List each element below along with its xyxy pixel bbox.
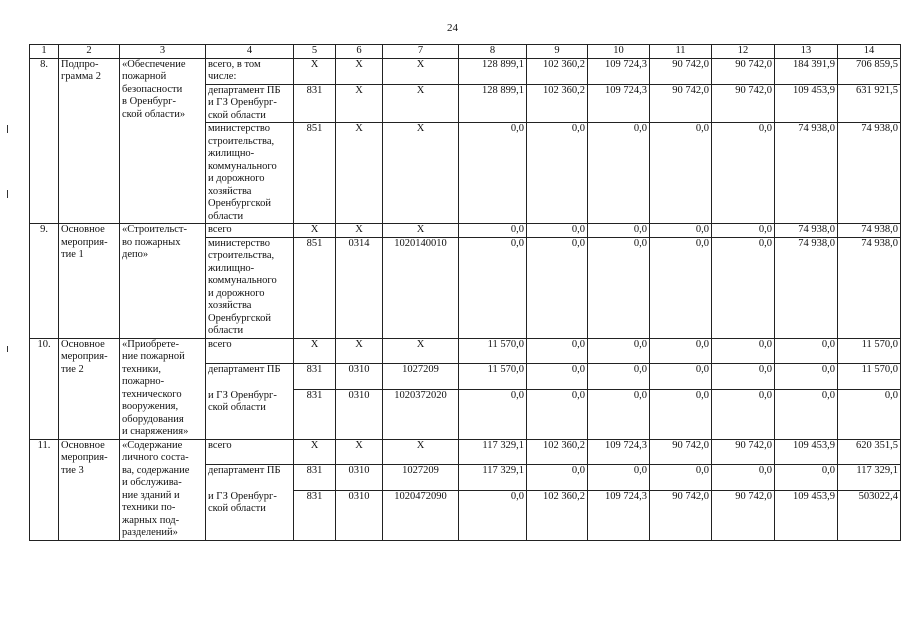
margin-mark (7, 125, 8, 133)
executor-cell (206, 58, 294, 84)
value-cell-col-13: 109 453,9 (775, 491, 838, 540)
program-name-cell-line: ние зданий и (122, 489, 180, 501)
status-cell-line: тие 3 (61, 464, 84, 476)
status-cell (59, 58, 120, 224)
row-number (30, 224, 59, 339)
section-code-cell: 0310 (336, 390, 383, 439)
row-number-line: 9. (40, 224, 48, 235)
status-cell-line: Основное (61, 439, 105, 451)
target-code-cell: 1027209 (383, 364, 459, 390)
program-name-cell (120, 58, 206, 224)
value-cell-col-11: 0,0 (650, 338, 712, 364)
value-cell-col-14: 11 570,0 (838, 338, 901, 364)
section-code-cell: X (336, 58, 383, 84)
value-cell-col-11: 0,0 (650, 237, 712, 338)
executor-cell-line: ской области (208, 109, 266, 121)
value-cell-col-12: 0,0 (712, 224, 775, 238)
admin-code-cell: 831 (294, 364, 336, 390)
executor-cell-line: области (208, 210, 244, 222)
column-header-1: 1 (30, 45, 59, 59)
table-body (30, 58, 901, 540)
program-name-cell-line: и снаряжения» (122, 426, 189, 437)
executor-cell-line: и ГЗ Оренбург- (208, 97, 277, 108)
admin-code-cell: X (294, 224, 336, 238)
value-cell-col-9: 102 360,2 (527, 58, 588, 84)
status-cell (59, 338, 120, 439)
executor-cell-line: департамент ПБ (208, 84, 281, 96)
column-header-8: 8 (459, 45, 527, 59)
value-cell-col-13: 0,0 (775, 465, 838, 491)
admin-code-cell: 851 (294, 237, 336, 338)
target-code-cell: 1027209 (383, 465, 459, 491)
target-code-cell: X (383, 58, 459, 84)
status-cell (59, 439, 120, 540)
value-cell-col-10: 109 724,3 (588, 439, 650, 465)
value-cell-col-12: 90 742,0 (712, 491, 775, 540)
program-name-cell-line: ской области» (122, 108, 186, 120)
executor-cell-line: жилищно- (208, 262, 255, 274)
section-code-cell: X (336, 123, 383, 224)
table-header (30, 45, 901, 59)
value-cell-col-13: 0,0 (775, 364, 838, 390)
program-name-cell-line: «Обеспечение (122, 58, 186, 70)
executor-cell-line: строительства, (208, 135, 275, 147)
value-cell-col-8: 128 899,1 (459, 58, 527, 84)
executor-cell-line: Оренбургской (208, 198, 271, 209)
value-cell-col-8: 117 329,1 (459, 439, 527, 465)
value-cell-col-12: 90 742,0 (712, 439, 775, 465)
executor-cell-line: министерство (208, 123, 271, 134)
value-cell-col-9: 102 360,2 (527, 84, 588, 123)
value-cell-col-10: 0,0 (588, 237, 650, 338)
value-cell-col-11: 0,0 (650, 390, 712, 439)
value-cell-col-9: 102 360,2 (527, 491, 588, 540)
program-name-cell (120, 439, 206, 540)
value-cell-col-14: 117 329,1 (838, 465, 901, 491)
row-number-line: 8. (40, 58, 48, 70)
value-cell-col-14: 631 921,5 (838, 84, 901, 123)
admin-code-cell: 831 (294, 390, 336, 439)
program-name-cell-line: «Приобрете- (122, 338, 179, 350)
executor-cell-line: всего, в том (208, 58, 261, 70)
value-cell-col-8: 0,0 (459, 224, 527, 238)
value-cell-col-13: 109 453,9 (775, 439, 838, 465)
target-code-cell: X (383, 338, 459, 364)
value-cell-col-10: 109 724,3 (588, 491, 650, 540)
program-name-cell-line: в Оренбург- (122, 96, 176, 107)
section-code-cell: X (336, 338, 383, 364)
target-code-cell: 1020472090 (383, 491, 459, 540)
value-cell-col-14: 0,0 (838, 390, 901, 439)
status-cell-line: Основное (61, 224, 105, 235)
value-cell-col-12: 0,0 (712, 465, 775, 491)
executor-cell (206, 237, 294, 338)
margin-mark (7, 190, 8, 198)
value-cell-col-10: 109 724,3 (588, 58, 650, 84)
value-cell-col-9: 0,0 (527, 364, 588, 390)
column-header-12: 12 (712, 45, 775, 59)
admin-code-cell: X (294, 439, 336, 465)
section-code-cell: X (336, 84, 383, 123)
column-header-7: 7 (383, 45, 459, 59)
program-name-cell-line: безопасности (122, 83, 183, 95)
value-cell-col-10: 0,0 (588, 338, 650, 364)
status-cell-line: грамма 2 (61, 71, 101, 82)
executor-cell (206, 439, 294, 465)
value-cell-col-11: 90 742,0 (650, 84, 712, 123)
program-name-cell (120, 338, 206, 439)
executor-cell-line: числе: (208, 71, 237, 82)
value-cell-col-13: 109 453,9 (775, 84, 838, 123)
admin-code-cell: X (294, 338, 336, 364)
program-name-cell-line: и обслужива- (122, 477, 182, 488)
program-name-cell-line: во пожарных (122, 236, 181, 248)
target-code-cell: X (383, 224, 459, 238)
executor-cell-line: и дорожного (208, 173, 265, 184)
value-cell-col-11: 0,0 (650, 364, 712, 390)
value-cell-col-10: 0,0 (588, 364, 650, 390)
value-cell-col-13: 74 938,0 (775, 123, 838, 224)
program-name-cell-line: депо» (122, 249, 149, 260)
executor-cell-line: хозяйства (208, 185, 252, 197)
value-cell-col-9: 0,0 (527, 123, 588, 224)
column-header-13: 13 (775, 45, 838, 59)
value-cell-col-13: 184 391,9 (775, 58, 838, 84)
value-cell-col-8: 0,0 (459, 237, 527, 338)
section-code-cell: 0314 (336, 237, 383, 338)
value-cell-col-12: 0,0 (712, 123, 775, 224)
budget-table (29, 44, 901, 541)
row-number (30, 439, 59, 540)
column-header-10: 10 (588, 45, 650, 59)
program-name-cell-line: техники по- (122, 502, 176, 513)
margin-mark (7, 346, 8, 352)
program-name-cell (120, 224, 206, 339)
target-code-cell: X (383, 84, 459, 123)
table-row (30, 58, 901, 84)
executor-cell-line: хозяйства (208, 300, 252, 311)
program-name-cell-line: пожарной (122, 71, 167, 82)
value-cell-col-10: 109 724,3 (588, 84, 650, 123)
admin-code-cell: 831 (294, 491, 336, 540)
program-name-cell-line: пожарно- (122, 376, 165, 387)
value-cell-col-11: 90 742,0 (650, 58, 712, 84)
column-header-14: 14 (838, 45, 901, 59)
value-cell-col-8: 117 329,1 (459, 465, 527, 491)
table-row (30, 439, 901, 465)
status-cell-line: тие 1 (61, 249, 84, 260)
column-header-9: 9 (527, 45, 588, 59)
executor-cell-line: департамент ПБ (208, 465, 281, 477)
value-cell-col-12: 0,0 (712, 364, 775, 390)
value-cell-col-9: 0,0 (527, 465, 588, 491)
executor-cell-line: всего (208, 439, 232, 451)
value-cell-col-14: 620 351,5 (838, 439, 901, 465)
program-name-cell-line: жарных под- (122, 514, 180, 526)
value-cell-col-14: 706 859,5 (838, 58, 901, 84)
program-name-cell-line: ние пожарной (122, 351, 185, 362)
table-row (30, 338, 901, 364)
program-name-cell-line: ва, содержание (122, 464, 190, 476)
value-cell-col-14: 74 938,0 (838, 224, 901, 238)
section-code-cell: 0310 (336, 364, 383, 390)
column-header-11: 11 (650, 45, 712, 59)
header-row (30, 45, 901, 59)
executor-cell-line: и ГЗ Оренбург- (208, 389, 277, 401)
value-cell-col-11: 0,0 (650, 123, 712, 224)
value-cell-col-14: 74 938,0 (838, 123, 901, 224)
table-row (30, 224, 901, 238)
section-code-cell: X (336, 224, 383, 238)
section-code-cell: 0310 (336, 465, 383, 491)
program-name-cell-line: «Строительст- (122, 224, 187, 235)
column-header-3: 3 (120, 45, 206, 59)
executor-cell-line: министерство (208, 237, 271, 249)
program-name-cell-line: технического (122, 388, 182, 400)
value-cell-col-11: 0,0 (650, 224, 712, 238)
executor-cell-line: ской области (208, 402, 266, 414)
value-cell-col-13: 74 938,0 (775, 224, 838, 238)
value-cell-col-8: 11 570,0 (459, 338, 527, 364)
status-cell-line: Основное (61, 338, 105, 350)
row-number (30, 338, 59, 439)
value-cell-col-14: 74 938,0 (838, 237, 901, 338)
admin-code-cell: X (294, 58, 336, 84)
value-cell-col-12: 0,0 (712, 390, 775, 439)
executor-cell (206, 338, 294, 364)
target-code-cell: X (383, 439, 459, 465)
executor-cell (206, 465, 294, 491)
value-cell-col-12: 0,0 (712, 237, 775, 338)
status-cell-line: мероприя- (61, 452, 108, 463)
value-cell-col-9: 0,0 (527, 338, 588, 364)
value-cell-col-8: 11 570,0 (459, 364, 527, 390)
status-cell-line: мероприя- (61, 236, 108, 248)
executor-cell-line: всего (208, 338, 232, 350)
executor-cell-line: строительства, (208, 250, 275, 261)
executor-cell (206, 364, 294, 390)
status-cell-line: тие 2 (61, 363, 84, 375)
column-header-2: 2 (59, 45, 120, 59)
value-cell-col-8: 128 899,1 (459, 84, 527, 123)
value-cell-col-8: 0,0 (459, 123, 527, 224)
value-cell-col-8: 0,0 (459, 491, 527, 540)
executor-cell-line: Оренбургской (208, 312, 271, 324)
value-cell-col-13: 74 938,0 (775, 237, 838, 338)
target-code-cell: X (383, 123, 459, 224)
status-cell-line: мероприя- (61, 351, 108, 362)
executor-cell-line: и ГЗ Оренбург- (208, 490, 277, 502)
executor-cell (206, 84, 294, 123)
target-code-cell: 1020140010 (383, 237, 459, 338)
admin-code-cell: 831 (294, 465, 336, 491)
value-cell-col-10: 0,0 (588, 224, 650, 238)
admin-code-cell: 831 (294, 84, 336, 123)
target-code-cell: 1020372020 (383, 390, 459, 439)
row-number-line: 10. (37, 338, 51, 350)
value-cell-col-10: 0,0 (588, 465, 650, 491)
value-cell-col-9: 102 360,2 (527, 439, 588, 465)
value-cell-col-9: 0,0 (527, 237, 588, 338)
section-code-cell: X (336, 439, 383, 465)
executor-cell-line: коммунального (208, 275, 277, 286)
program-name-cell-line: техники, (122, 363, 161, 375)
executor-cell (206, 224, 294, 238)
program-name-cell-line: разделений» (122, 527, 178, 538)
value-cell-col-14: 503022,4 (838, 491, 901, 540)
column-header-6: 6 (336, 45, 383, 59)
value-cell-col-11: 0,0 (650, 465, 712, 491)
row-number-line: 11. (37, 439, 51, 451)
program-name-cell-line: вооружения, (122, 401, 179, 412)
value-cell-col-10: 0,0 (588, 390, 650, 439)
executor-cell-line: ской области (208, 503, 266, 515)
value-cell-col-13: 0,0 (775, 338, 838, 364)
executor-cell-line: коммунального (208, 160, 277, 172)
column-header-4: 4 (206, 45, 294, 59)
admin-code-cell: 851 (294, 123, 336, 224)
program-name-cell-line: «Содержание (122, 439, 183, 451)
executor-cell-line: жилищно- (208, 148, 255, 159)
executor-cell (206, 390, 294, 439)
status-cell (59, 224, 120, 339)
executor-cell (206, 491, 294, 540)
executor-cell-line: области (208, 325, 244, 336)
value-cell-col-9: 0,0 (527, 224, 588, 238)
executor-cell-line: департамент ПБ (208, 364, 281, 376)
program-name-cell-line: личного соста- (122, 452, 189, 463)
value-cell-col-11: 90 742,0 (650, 439, 712, 465)
value-cell-col-12: 90 742,0 (712, 58, 775, 84)
executor-cell (206, 123, 294, 224)
value-cell-col-12: 90 742,0 (712, 84, 775, 123)
program-name-cell-line: оборудования (122, 413, 184, 425)
value-cell-col-8: 0,0 (459, 390, 527, 439)
section-code-cell: 0310 (336, 491, 383, 540)
value-cell-col-11: 90 742,0 (650, 491, 712, 540)
status-cell-line: Подпро- (61, 58, 99, 70)
executor-cell-line: всего (208, 224, 232, 235)
value-cell-col-12: 0,0 (712, 338, 775, 364)
row-number (30, 58, 59, 224)
column-header-5: 5 (294, 45, 336, 59)
value-cell-col-10: 0,0 (588, 123, 650, 224)
value-cell-col-14: 11 570,0 (838, 364, 901, 390)
executor-cell-line: и дорожного (208, 287, 265, 299)
value-cell-col-9: 0,0 (527, 390, 588, 439)
value-cell-col-13: 0,0 (775, 390, 838, 439)
page-number: 24 (447, 22, 458, 34)
